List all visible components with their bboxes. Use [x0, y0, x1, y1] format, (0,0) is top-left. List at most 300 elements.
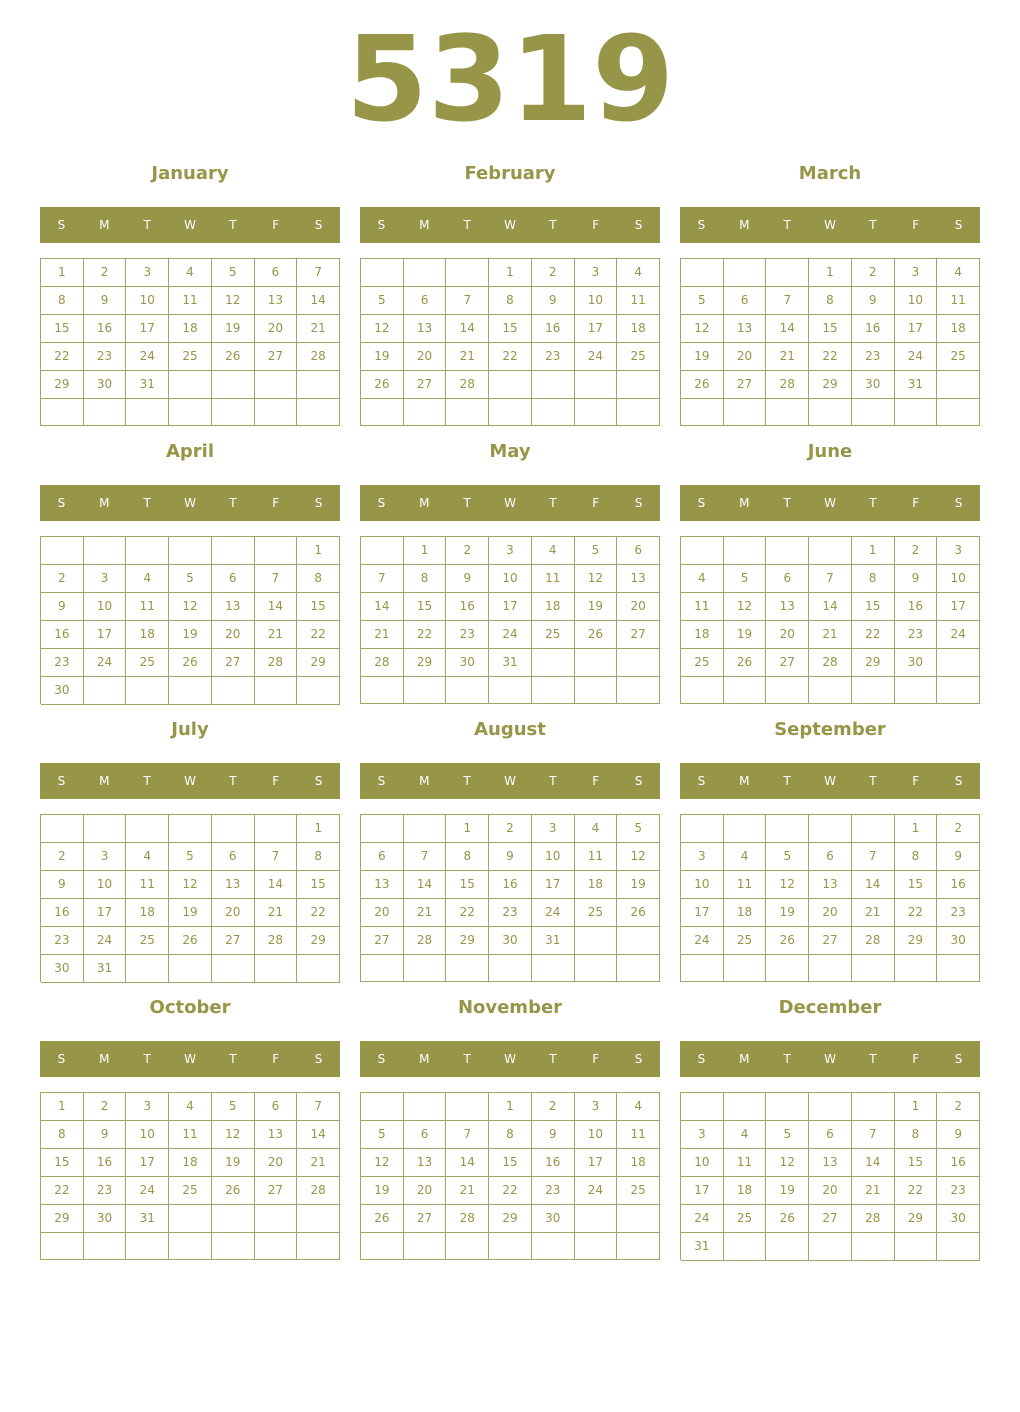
day-cell: 28	[446, 1205, 489, 1233]
day-cell: 18	[169, 315, 212, 343]
day-cell: 23	[852, 343, 895, 371]
day-cell: 8	[297, 565, 340, 593]
day-cell: 15	[852, 593, 895, 621]
day-cell: 11	[169, 1121, 212, 1149]
day-cell: 3	[84, 843, 127, 871]
day-cell: 13	[255, 287, 298, 315]
empty-day-cell	[724, 1233, 767, 1261]
day-cell: 24	[489, 621, 532, 649]
day-cell: 16	[937, 1149, 980, 1177]
empty-day-cell	[681, 1093, 724, 1121]
day-cell: 22	[852, 621, 895, 649]
day-cell: 21	[852, 899, 895, 927]
day-cell: 14	[446, 1149, 489, 1177]
empty-day-cell	[724, 1093, 767, 1121]
day-cell: 31	[84, 955, 127, 983]
empty-day-cell	[532, 1233, 575, 1260]
day-cell: 2	[532, 1093, 575, 1121]
day-cell: 17	[895, 315, 938, 343]
day-cell: 30	[895, 649, 938, 677]
day-cell: 3	[937, 537, 980, 565]
day-cell: 16	[84, 1149, 127, 1177]
weekday-label: M	[99, 774, 110, 788]
weekday-label: F	[912, 774, 920, 788]
weekday-header	[40, 763, 340, 799]
day-cell: 8	[852, 565, 895, 593]
day-cell: 5	[361, 1121, 404, 1149]
empty-day-cell	[361, 399, 404, 426]
day-cell: 20	[404, 343, 447, 371]
weekday-label: T	[869, 1052, 877, 1066]
day-cell: 15	[297, 871, 340, 899]
empty-day-cell	[617, 927, 660, 955]
weekday-label: S	[57, 496, 66, 510]
weekday-label: S	[57, 218, 66, 232]
day-cell: 1	[297, 537, 340, 565]
day-cell: 21	[446, 343, 489, 371]
empty-day-cell	[255, 677, 298, 705]
day-cell: 19	[212, 1149, 255, 1177]
day-cell: 11	[617, 287, 660, 315]
empty-day-cell	[575, 1233, 618, 1260]
weekday-label: T	[783, 1052, 791, 1066]
empty-day-cell	[895, 677, 938, 704]
day-cell: 4	[532, 537, 575, 565]
day-cell: 28	[255, 927, 298, 955]
day-cell: 28	[255, 649, 298, 677]
weekday-label: T	[143, 496, 151, 510]
day-cell: 3	[532, 815, 575, 843]
day-cell: 18	[575, 871, 618, 899]
days-grid	[360, 1092, 660, 1260]
day-cell: 24	[575, 343, 618, 371]
day-cell: 18	[617, 1149, 660, 1177]
empty-day-cell	[809, 1093, 852, 1121]
day-cell: 11	[681, 593, 724, 621]
day-cell: 14	[852, 871, 895, 899]
day-cell: 11	[724, 871, 767, 899]
day-cell: 3	[84, 565, 127, 593]
weekday-label: M	[99, 1052, 110, 1066]
empty-day-cell	[532, 677, 575, 704]
empty-day-cell	[809, 1233, 852, 1261]
weekday-label: T	[229, 774, 237, 788]
day-cell: 7	[446, 287, 489, 315]
empty-day-cell	[575, 955, 618, 982]
day-cell: 7	[255, 843, 298, 871]
day-cell: 23	[937, 1177, 980, 1205]
day-cell: 10	[126, 1121, 169, 1149]
day-cell: 3	[575, 1093, 618, 1121]
day-cell: 12	[169, 871, 212, 899]
empty-day-cell	[617, 1205, 660, 1233]
weekday-header	[360, 485, 660, 521]
day-cell: 12	[617, 843, 660, 871]
day-cell: 13	[212, 593, 255, 621]
empty-day-cell	[297, 371, 340, 399]
day-cell: 7	[852, 1121, 895, 1149]
day-cell: 19	[617, 871, 660, 899]
empty-day-cell	[169, 537, 212, 565]
day-cell: 4	[617, 259, 660, 287]
month-december	[680, 988, 980, 1266]
empty-day-cell	[404, 399, 447, 426]
day-cell: 23	[937, 899, 980, 927]
empty-day-cell	[681, 537, 724, 565]
day-cell: 18	[617, 315, 660, 343]
day-cell: 12	[766, 1149, 809, 1177]
empty-day-cell	[84, 399, 127, 426]
day-cell: 6	[255, 259, 298, 287]
empty-day-cell	[169, 955, 212, 983]
day-cell: 1	[895, 1093, 938, 1121]
weekday-label: S	[954, 774, 963, 788]
empty-day-cell	[404, 259, 447, 287]
day-cell: 11	[937, 287, 980, 315]
day-cell: 9	[532, 1121, 575, 1149]
day-cell: 13	[724, 315, 767, 343]
empty-day-cell	[575, 399, 618, 426]
day-cell: 9	[41, 871, 84, 899]
day-cell: 29	[446, 927, 489, 955]
month-june	[680, 432, 980, 710]
day-cell: 2	[41, 843, 84, 871]
day-cell: 24	[84, 927, 127, 955]
day-cell: 7	[297, 259, 340, 287]
day-cell: 26	[361, 1205, 404, 1233]
day-cell: 25	[126, 927, 169, 955]
day-cell: 3	[126, 259, 169, 287]
day-cell: 22	[297, 621, 340, 649]
day-cell: 16	[84, 315, 127, 343]
day-cell: 24	[937, 621, 980, 649]
day-cell: 18	[724, 1177, 767, 1205]
day-cell: 9	[84, 287, 127, 315]
weekday-label: M	[99, 496, 110, 510]
day-cell: 5	[575, 537, 618, 565]
month-name: January	[151, 163, 229, 184]
day-cell: 4	[126, 843, 169, 871]
empty-day-cell	[617, 371, 660, 399]
day-cell: 24	[575, 1177, 618, 1205]
day-cell: 5	[169, 565, 212, 593]
day-cell: 16	[446, 593, 489, 621]
day-cell: 4	[681, 565, 724, 593]
day-cell: 10	[681, 871, 724, 899]
empty-day-cell	[489, 399, 532, 426]
day-cell: 17	[575, 1149, 618, 1177]
empty-day-cell	[852, 955, 895, 982]
day-cell: 1	[809, 259, 852, 287]
empty-day-cell	[126, 815, 169, 843]
empty-day-cell	[446, 955, 489, 982]
month-july	[40, 710, 340, 988]
day-cell: 5	[212, 259, 255, 287]
day-cell: 28	[766, 371, 809, 399]
days-grid	[360, 258, 660, 426]
day-cell: 27	[212, 649, 255, 677]
days-grid	[360, 536, 660, 704]
day-cell: 26	[169, 649, 212, 677]
empty-day-cell	[809, 399, 852, 426]
empty-day-cell	[212, 955, 255, 983]
month-name: November	[457, 997, 563, 1018]
weekday-label: M	[419, 218, 430, 232]
day-cell: 30	[41, 955, 84, 983]
day-cell: 20	[404, 1177, 447, 1205]
day-cell: 4	[575, 815, 618, 843]
day-cell: 2	[84, 1093, 127, 1121]
day-cell: 9	[937, 1121, 980, 1149]
day-cell: 15	[41, 1149, 84, 1177]
weekday-label: W	[824, 496, 836, 510]
day-cell: 20	[809, 899, 852, 927]
weekday-label: W	[504, 774, 516, 788]
empty-day-cell	[404, 677, 447, 704]
day-cell: 19	[681, 343, 724, 371]
day-cell: 11	[532, 565, 575, 593]
empty-day-cell	[724, 259, 767, 287]
weekday-label: W	[184, 774, 196, 788]
month-march	[680, 154, 980, 432]
day-cell: 27	[809, 1205, 852, 1233]
empty-day-cell	[681, 955, 724, 982]
empty-day-cell	[852, 1093, 895, 1121]
day-cell: 26	[212, 343, 255, 371]
empty-day-cell	[169, 399, 212, 426]
empty-day-cell	[575, 677, 618, 704]
day-cell: 14	[255, 871, 298, 899]
day-cell: 12	[169, 593, 212, 621]
day-cell: 10	[937, 565, 980, 593]
month-name: May	[489, 441, 531, 462]
day-cell: 7	[446, 1121, 489, 1149]
month-name: August	[474, 719, 546, 740]
day-cell: 28	[404, 927, 447, 955]
day-cell: 13	[766, 593, 809, 621]
day-cell: 21	[852, 1177, 895, 1205]
empty-day-cell	[255, 537, 298, 565]
day-cell: 2	[446, 537, 489, 565]
empty-day-cell	[724, 399, 767, 426]
day-cell: 18	[169, 1149, 212, 1177]
day-cell: 21	[446, 1177, 489, 1205]
day-cell: 8	[489, 287, 532, 315]
empty-day-cell	[489, 677, 532, 704]
day-cell: 1	[446, 815, 489, 843]
month-name: June	[807, 441, 853, 462]
day-cell: 11	[169, 287, 212, 315]
day-cell: 29	[41, 371, 84, 399]
day-cell: 19	[766, 1177, 809, 1205]
day-cell: 29	[809, 371, 852, 399]
empty-day-cell	[852, 1233, 895, 1261]
empty-day-cell	[937, 399, 980, 426]
day-cell: 10	[575, 1121, 618, 1149]
month-name: December	[778, 997, 882, 1018]
days-grid	[40, 258, 340, 426]
day-cell: 11	[617, 1121, 660, 1149]
empty-day-cell	[255, 399, 298, 426]
day-cell: 14	[404, 871, 447, 899]
day-cell: 29	[297, 927, 340, 955]
day-cell: 6	[766, 565, 809, 593]
day-cell: 10	[895, 287, 938, 315]
day-cell: 2	[84, 259, 127, 287]
day-cell: 17	[126, 315, 169, 343]
day-cell: 8	[41, 287, 84, 315]
empty-day-cell	[126, 1233, 169, 1260]
empty-day-cell	[255, 1205, 298, 1233]
empty-day-cell	[617, 677, 660, 704]
empty-day-cell	[126, 955, 169, 983]
empty-day-cell	[212, 677, 255, 705]
day-cell: 5	[169, 843, 212, 871]
empty-day-cell	[361, 1233, 404, 1260]
empty-day-cell	[84, 815, 127, 843]
empty-day-cell	[766, 815, 809, 843]
day-cell: 31	[126, 371, 169, 399]
empty-day-cell	[361, 537, 404, 565]
day-cell: 17	[937, 593, 980, 621]
day-cell: 19	[575, 593, 618, 621]
empty-day-cell	[681, 259, 724, 287]
day-cell: 28	[852, 1205, 895, 1233]
weekday-label: S	[697, 218, 706, 232]
day-cell: 22	[489, 343, 532, 371]
weekday-label: T	[549, 774, 557, 788]
day-cell: 5	[766, 843, 809, 871]
weekday-label: T	[869, 774, 877, 788]
day-cell: 2	[895, 537, 938, 565]
day-cell: 24	[532, 899, 575, 927]
day-cell: 30	[852, 371, 895, 399]
day-cell: 25	[724, 927, 767, 955]
days-grid	[680, 814, 980, 982]
day-cell: 16	[895, 593, 938, 621]
day-cell: 6	[212, 843, 255, 871]
day-cell: 26	[766, 1205, 809, 1233]
empty-day-cell	[852, 815, 895, 843]
day-cell: 4	[126, 565, 169, 593]
weekday-label: T	[869, 218, 877, 232]
day-cell: 6	[809, 843, 852, 871]
weekday-label: F	[592, 496, 600, 510]
day-cell: 15	[809, 315, 852, 343]
day-cell: 29	[297, 649, 340, 677]
day-cell: 5	[724, 565, 767, 593]
empty-day-cell	[212, 399, 255, 426]
day-cell: 30	[937, 927, 980, 955]
day-cell: 3	[489, 537, 532, 565]
day-cell: 10	[84, 871, 127, 899]
day-cell: 22	[41, 1177, 84, 1205]
day-cell: 1	[489, 1093, 532, 1121]
day-cell: 12	[575, 565, 618, 593]
month-name: September	[774, 719, 886, 740]
day-cell: 1	[297, 815, 340, 843]
weekday-label: S	[57, 774, 66, 788]
day-cell: 23	[532, 343, 575, 371]
empty-day-cell	[126, 537, 169, 565]
day-cell: 18	[937, 315, 980, 343]
day-cell: 9	[852, 287, 895, 315]
day-cell: 12	[681, 315, 724, 343]
day-cell: 8	[895, 1121, 938, 1149]
weekday-label: W	[504, 218, 516, 232]
empty-day-cell	[575, 927, 618, 955]
weekday-label: F	[272, 496, 280, 510]
weekday-label: S	[954, 1052, 963, 1066]
empty-day-cell	[766, 1233, 809, 1261]
empty-day-cell	[617, 649, 660, 677]
year-title: 5319	[345, 10, 675, 148]
day-cell: 30	[41, 677, 84, 705]
day-cell: 17	[532, 871, 575, 899]
day-cell: 15	[895, 871, 938, 899]
weekday-label: F	[592, 218, 600, 232]
weekday-header	[680, 763, 980, 799]
day-cell: 27	[255, 1177, 298, 1205]
days-grid	[40, 814, 340, 982]
day-cell: 9	[895, 565, 938, 593]
day-cell: 6	[617, 537, 660, 565]
empty-day-cell	[361, 815, 404, 843]
month-april	[40, 432, 340, 710]
day-cell: 30	[84, 371, 127, 399]
day-cell: 1	[895, 815, 938, 843]
day-cell: 25	[532, 621, 575, 649]
day-cell: 20	[255, 315, 298, 343]
day-cell: 24	[126, 1177, 169, 1205]
day-cell: 21	[404, 899, 447, 927]
empty-day-cell	[84, 537, 127, 565]
empty-day-cell	[852, 399, 895, 426]
day-cell: 1	[41, 1093, 84, 1121]
day-cell: 7	[852, 843, 895, 871]
weekday-label: S	[377, 496, 386, 510]
day-cell: 17	[84, 899, 127, 927]
day-cell: 20	[212, 899, 255, 927]
weekday-label: W	[504, 1052, 516, 1066]
month-may	[360, 432, 660, 710]
day-cell: 7	[404, 843, 447, 871]
empty-day-cell	[212, 371, 255, 399]
day-cell: 16	[937, 871, 980, 899]
day-cell: 10	[489, 565, 532, 593]
empty-day-cell	[724, 815, 767, 843]
weekday-label: T	[229, 218, 237, 232]
empty-day-cell	[404, 955, 447, 982]
day-cell: 19	[766, 899, 809, 927]
day-cell: 13	[617, 565, 660, 593]
weekday-label: T	[549, 218, 557, 232]
day-cell: 15	[489, 1149, 532, 1177]
day-cell: 31	[532, 927, 575, 955]
weekday-label: S	[954, 496, 963, 510]
empty-day-cell	[255, 955, 298, 983]
weekday-header	[360, 1041, 660, 1077]
empty-day-cell	[937, 677, 980, 704]
day-cell: 17	[681, 1177, 724, 1205]
days-grid	[680, 536, 980, 704]
day-cell: 10	[532, 843, 575, 871]
day-cell: 18	[681, 621, 724, 649]
day-cell: 25	[617, 343, 660, 371]
weekday-label: F	[272, 218, 280, 232]
empty-day-cell	[937, 649, 980, 677]
day-cell: 20	[809, 1177, 852, 1205]
